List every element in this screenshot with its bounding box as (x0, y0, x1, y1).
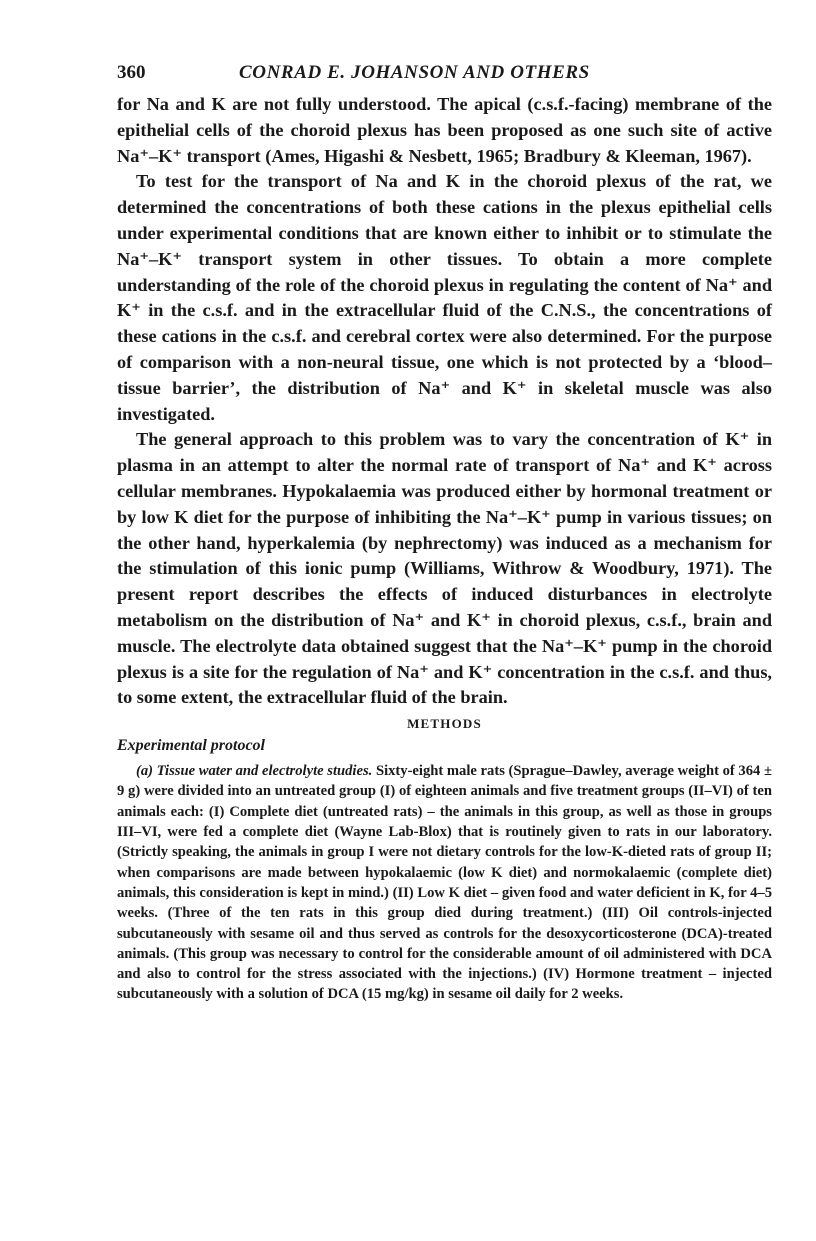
body-paragraph-3: The general approach to this problem was to vary the concentration of K⁺ in plasma in an attempt to alter the normal rate of transport of Na⁺ and K⁺ across cellular membranes. Hypokalaemia was produced either by hormonal treatment or by low K diet for the purpose of inhibiting the Na⁺–K⁺ pump in various tissues; on the other hand, hyperkalemia (by nephrectomy) was induced as a mechanism for the stimulation of this ionic pump (Williams, Withrow & Woodbury, 1971). The present report describes the effects of induced disturbances in electrolyte metabolism on the distribution of Na⁺ and K⁺ in choroid plexus, c.s.f., brain and muscle. The electrolyte data obtained suggest that the Na⁺–K⁺ pump in the choroid plexus is a site for the regulation of Na⁺ and K⁺ concentration in the c.s.f. and thus, to some extent, the extracellular fluid of the brain. (117, 429, 772, 708)
methods-paragraph-text: Sixty-eight male rats (Sprague–Dawley, average weight of 364 ± 9 g) were divided into an untreated group (I) of eighteen animals and five treatment groups (II–VI) of ten animals each: (I) Complete diet (untreated rats) – the animals in this group, as well as those in groups III–VI, were fed a complete diet (Wayne Lab-Blox) that is routinely given to rats in our laboratory. (Strictly speaking, the animals in group I were not dietary controls for the low-K-dieted rats of group II; when comparisons are made between hypokalaemic (low K diet) and normokalaemic (complete diet) animals, this consideration is kept in mind.) (II) Low K diet – given food and water deficient in K, for 4–5 weeks. (Three of the ten rats in this group died during treatment.) (III) Oil controls-injected subcutaneously with sesame oil and thus served as controls for the desoxycorticosterone (DCA)-treated animals. (This group was necessary to control for the considerable amount of oil administered with DCA and also to control for the stress associated with the injections.) (IV) Hormone treatment – injected subcutaneously with a solution of DCA (15 mg/kg) in sesame oil daily for 2 weeks. (117, 763, 772, 1003)
methods-heading: METHODS (407, 716, 482, 732)
methods-paragraph (117, 761, 772, 1005)
body-paragraph-2: To test for the transport of Na and K in the choroid plexus of the rat, we determined the concentrations of both these cations in the plexus epithelial cells under experimental conditions that are known either to inhibit or to stimulate the Na⁺–K⁺ transport system in other tissues. To obtain a more complete understanding of the role of the choroid plexus in regulating the content of Na⁺ and K⁺ in the c.s.f. and in the extracellular fluid of the C.N.S., the concentrations of these cations in the c.s.f. and cerebral cortex were also determined. For the purpose of comparison with a non-neural tissue, one which is not protected by a ‘blood–tissue barrier’, the distribution of Na⁺ and K⁺ in skeletal muscle was also investigated. (117, 171, 772, 424)
journal-page (117, 62, 772, 1005)
body-paragraph-1: for Na and K are not fully understood. The apical (c.s.f.-facing) membrane of the epithelial cells of the choroid plexus has been proposed as one such site of active Na⁺–K⁺ transport (Ames, Higashi & Nesbett, 1965; Bradbury & Kleeman, 1967). (117, 94, 772, 166)
experimental-protocol-heading: Experimental protocol (117, 737, 265, 755)
running-head (117, 62, 772, 92)
running-title: CONRAD E. JOHANSON AND OTHERS (239, 62, 590, 83)
methods-paragraph-lead: (a) Tissue water and electrolyte studies. (136, 763, 373, 780)
page-number: 360 (117, 62, 146, 83)
